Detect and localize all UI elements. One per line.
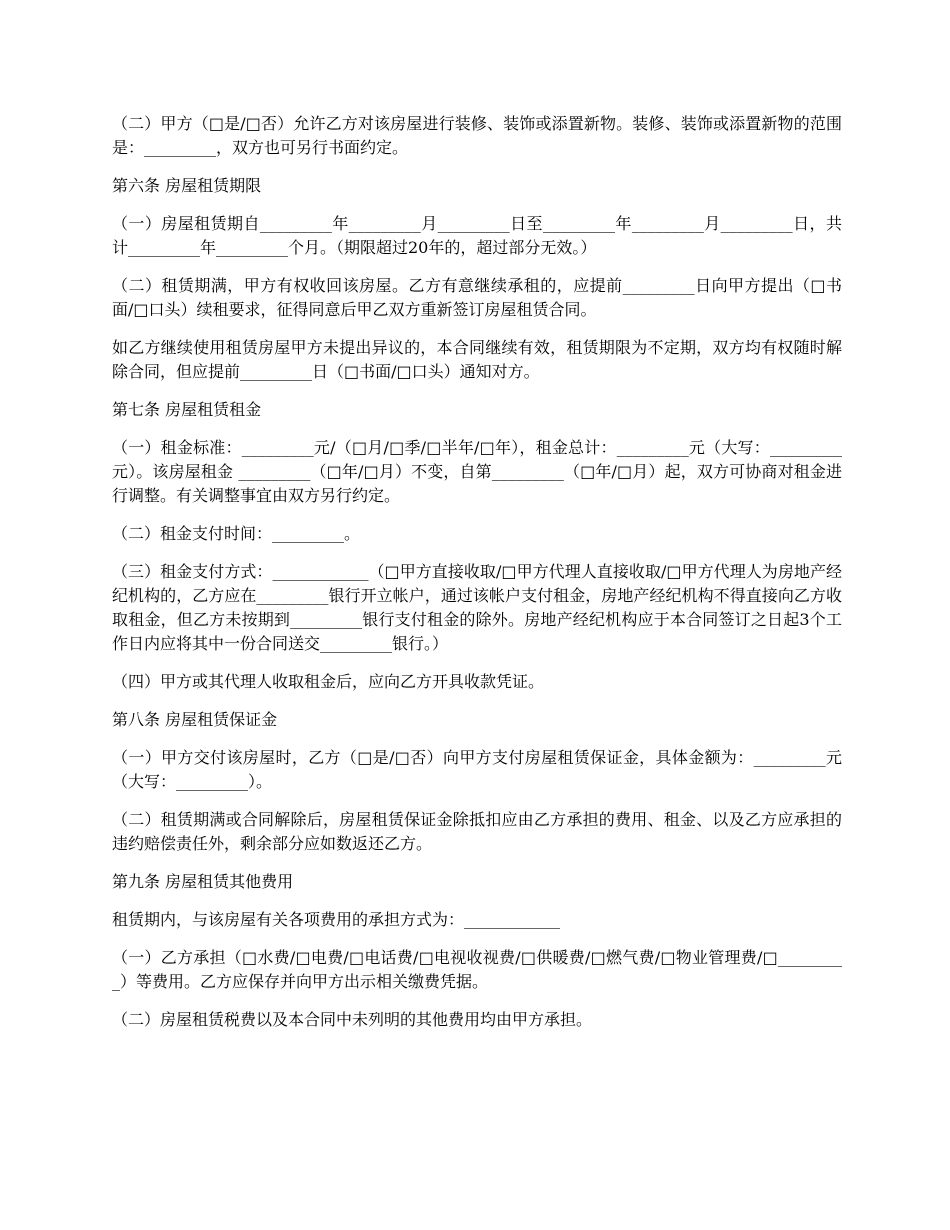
contract-page: [112, 112, 842, 1046]
article-7-item-3: （三）租金支付方式：____________（□甲方直接收取/□甲方代理人直接收取/□甲方代理人为房地产经纪机构的，乙方应在_________银行开立帐户，通过该帐户支付租金，房地产经纪机构不得直接向乙方收取租金，但乙方未按期到_________银行支付租金的除外。房地产经纪机构应于本合同签订之日起3个工作日内应将其中一份合同送交_________银行。）: [112, 562, 842, 653]
article-9-heading: 第九条 房屋租赁其他费用: [112, 872, 294, 891]
article-9-intro: 租赁期内，与该房屋有关各项费用的承担方式为：____________: [112, 910, 561, 929]
article-6-item-1: （一）房屋租赁期自_________年_________月_________日至_________年_________月_________日，共计_________年_________个月。（期限超过20年的，超过部分无效。）: [112, 214, 842, 257]
article-7-item-1: （一）租金标准：_________元/（□月/□季/□半年/□年），租金总计：_________元（大写：_________元）。该房屋租金 _________（□年/□月）不变，自第_________（□年/□月）起，双方可协商对租金进行调整。有关调整事宜由双方另行约定。: [112, 438, 842, 505]
article-7-heading: 第七条 房屋租赁租金: [112, 400, 262, 419]
article-7-item-4: （四）甲方或其代理人收取租金后，应向乙方开具收款凭证。: [112, 672, 545, 691]
article-7-item-2: （二）租金支付时间：_________。: [112, 524, 361, 543]
article-9-item-2: （二）房屋租赁税费以及本合同中未列明的其他费用均由甲方承担。: [112, 1010, 593, 1029]
article-6-item-2: （二）租赁期满，甲方有权收回该房屋。乙方有意继续承租的，应提前_________日向甲方提出（□书面/□口头）续租要求，征得同意后甲乙双方重新签订房屋租赁合同。: [112, 276, 842, 319]
article-8-heading: 第八条 房屋租赁保证金: [112, 710, 278, 729]
article-9-item-1: （一）乙方承担（□水费/□电费/□电话费/□电视收视费/□供暖费/□燃气费/□物业管理费/□_________）等费用。乙方应保存并向甲方出示相关缴费凭据。: [112, 948, 842, 991]
article-8-item-1: （一）甲方交付该房屋时，乙方（□是/□否）向甲方支付房屋租赁保证金，具体金额为：_________元（大写：_________）。: [112, 748, 842, 791]
article-6-item-3: 如乙方继续使用租赁房屋甲方未提出异议的，本合同继续有效，租赁期限为不定期，双方均有权随时解除合同，但应提前_________日（□书面/□口头）通知对方。: [112, 338, 842, 381]
article-6-heading: 第六条 房屋租赁期限: [112, 176, 262, 195]
article-8-item-2: （二）租赁期满或合同解除后，房屋租赁保证金除抵扣应由乙方承担的费用、租金、以及乙方应承担的违约赔偿责任外，剩余部分应如数返还乙方。: [112, 810, 842, 853]
clause-5-item-2: （二）甲方（□是/□否）允许乙方对该房屋进行装修、装饰或添置新物。装修、装饰或添置新物的范围是：_________，双方也可另行书面约定。: [112, 114, 842, 157]
